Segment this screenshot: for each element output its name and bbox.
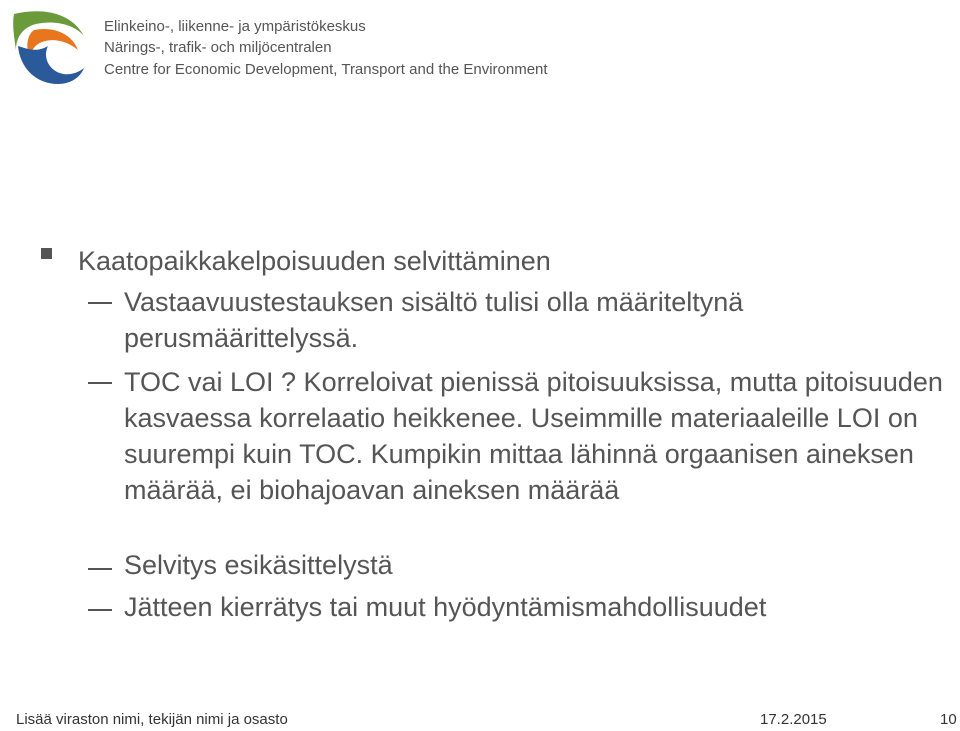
footer-page-number: 10 bbox=[940, 711, 957, 728]
dash-bullet-icon bbox=[88, 302, 112, 304]
org-name-finnish: Elinkeino-, liikenne- ja ympäristökeskus bbox=[104, 18, 366, 35]
sub-bullet-item: Vastaavuustestauksen sisältö tulisi olla määriteltynä perusmäärittelyssä. bbox=[124, 287, 744, 353]
org-name-swedish: Närings-, trafik- och miljöcentralen bbox=[104, 39, 332, 56]
main-bullet-heading: Kaatopaikkakelpoisuuden selvittäminen bbox=[78, 246, 551, 276]
sub-bullet-item: Jätteen kierrätys tai muut hyödyntämismahdollisuudet bbox=[124, 592, 767, 622]
footer-department-text: Lisää viraston nimi, tekijän nimi ja osasto bbox=[16, 711, 288, 728]
square-bullet-icon bbox=[41, 248, 52, 259]
footer-date: 17.2.2015 bbox=[760, 711, 827, 728]
dash-bullet-icon bbox=[88, 568, 112, 570]
sub-bullet-item: Selvitys esikäsittelystä bbox=[124, 550, 393, 580]
dash-bullet-icon bbox=[88, 382, 112, 384]
ely-centre-logo bbox=[8, 6, 88, 86]
org-name-english: Centre for Economic Development, Transport and the Environment bbox=[104, 61, 548, 78]
dash-bullet-icon bbox=[88, 609, 112, 611]
sub-bullet-item: TOC vai LOI ? Korreloivat pienissä pitoisuuksissa, mutta pitoisuuden kasvaessa korrelaatio heikkenee. Useimmille materiaaleille LOI on suurempi kuin TOC. Kumpikin mittaa lähinnä orgaanisen aineksen määrää, ei biohajoavan aineksen määrää bbox=[124, 367, 943, 505]
